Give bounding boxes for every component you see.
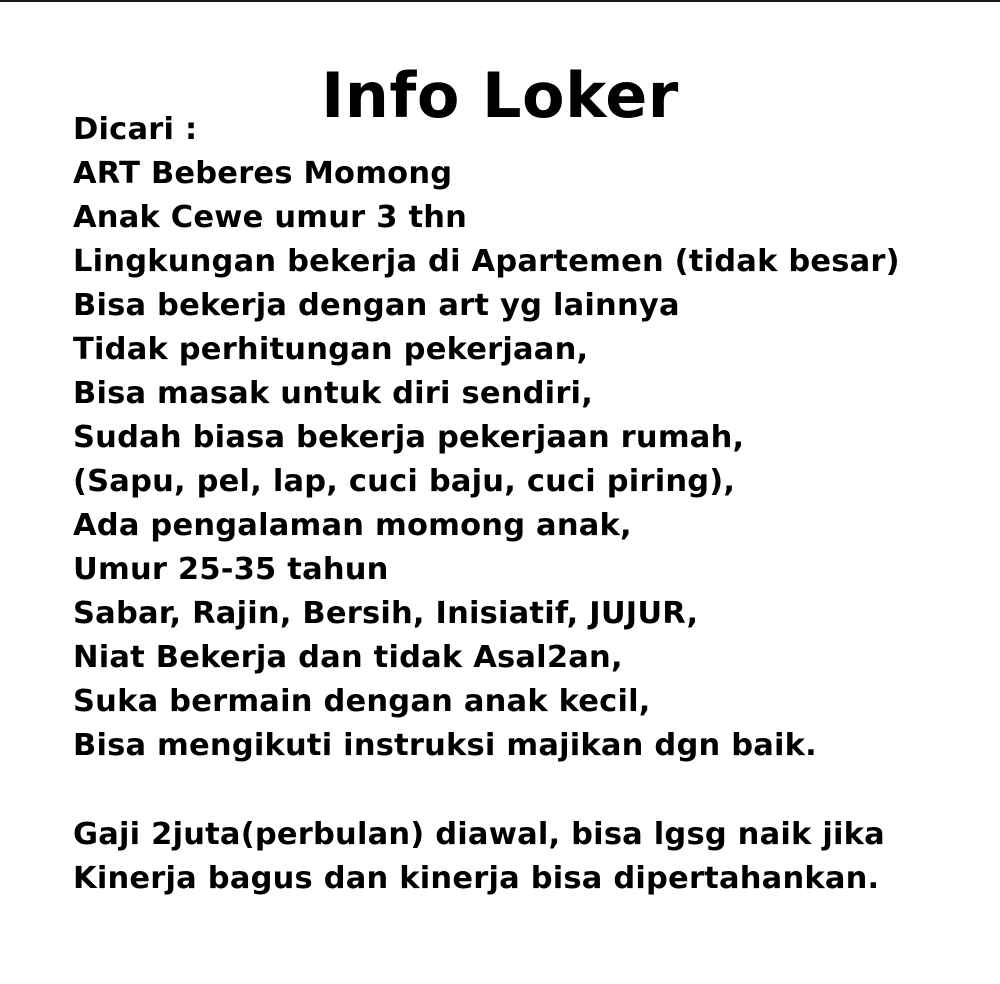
- salary-line: Gaji 2juta(perbulan) diawal, bisa lgsg naik jika: [73, 817, 885, 852]
- salary-section: [73, 813, 885, 901]
- requirement-line: Suka bermain dengan anak kecil,: [73, 684, 651, 719]
- requirement-line: Sudah biasa bekerja pekerjaan rumah,: [73, 420, 745, 455]
- page-title: Info Loker: [321, 59, 679, 132]
- requirement-line: Sabar, Rajin, Bersih, Inisiatif, JUJUR,: [73, 596, 699, 631]
- requirement-line: (Sapu, pel, lap, cuci baju, cuci piring),: [73, 464, 736, 499]
- requirement-line: Bisa masak untuk diri sendiri,: [73, 376, 594, 411]
- requirement-line: Niat Bekerja dan tidak Asal2an,: [73, 640, 623, 675]
- requirements-list: [73, 108, 900, 768]
- salary-line: Kinerja bagus dan kinerja bisa dipertahankan.: [73, 861, 880, 896]
- requirement-line: Umur 25-35 tahun: [73, 552, 389, 587]
- requirement-line: Dicari :: [73, 112, 198, 147]
- requirement-line: Lingkungan bekerja di Apartemen (tidak besar): [73, 244, 900, 279]
- requirement-line: Bisa bekerja dengan art yg lainnya: [73, 288, 680, 323]
- requirement-line: Ada pengalaman momong anak,: [73, 508, 632, 543]
- requirement-line: Anak Cewe umur 3 thn: [73, 200, 468, 235]
- top-border: [0, 0, 1000, 2]
- requirement-line: ART Beberes Momong: [73, 156, 453, 191]
- requirement-line: Tidak perhitungan pekerjaan,: [73, 332, 589, 367]
- requirement-line: Bisa mengikuti instruksi majikan dgn baik.: [73, 728, 817, 763]
